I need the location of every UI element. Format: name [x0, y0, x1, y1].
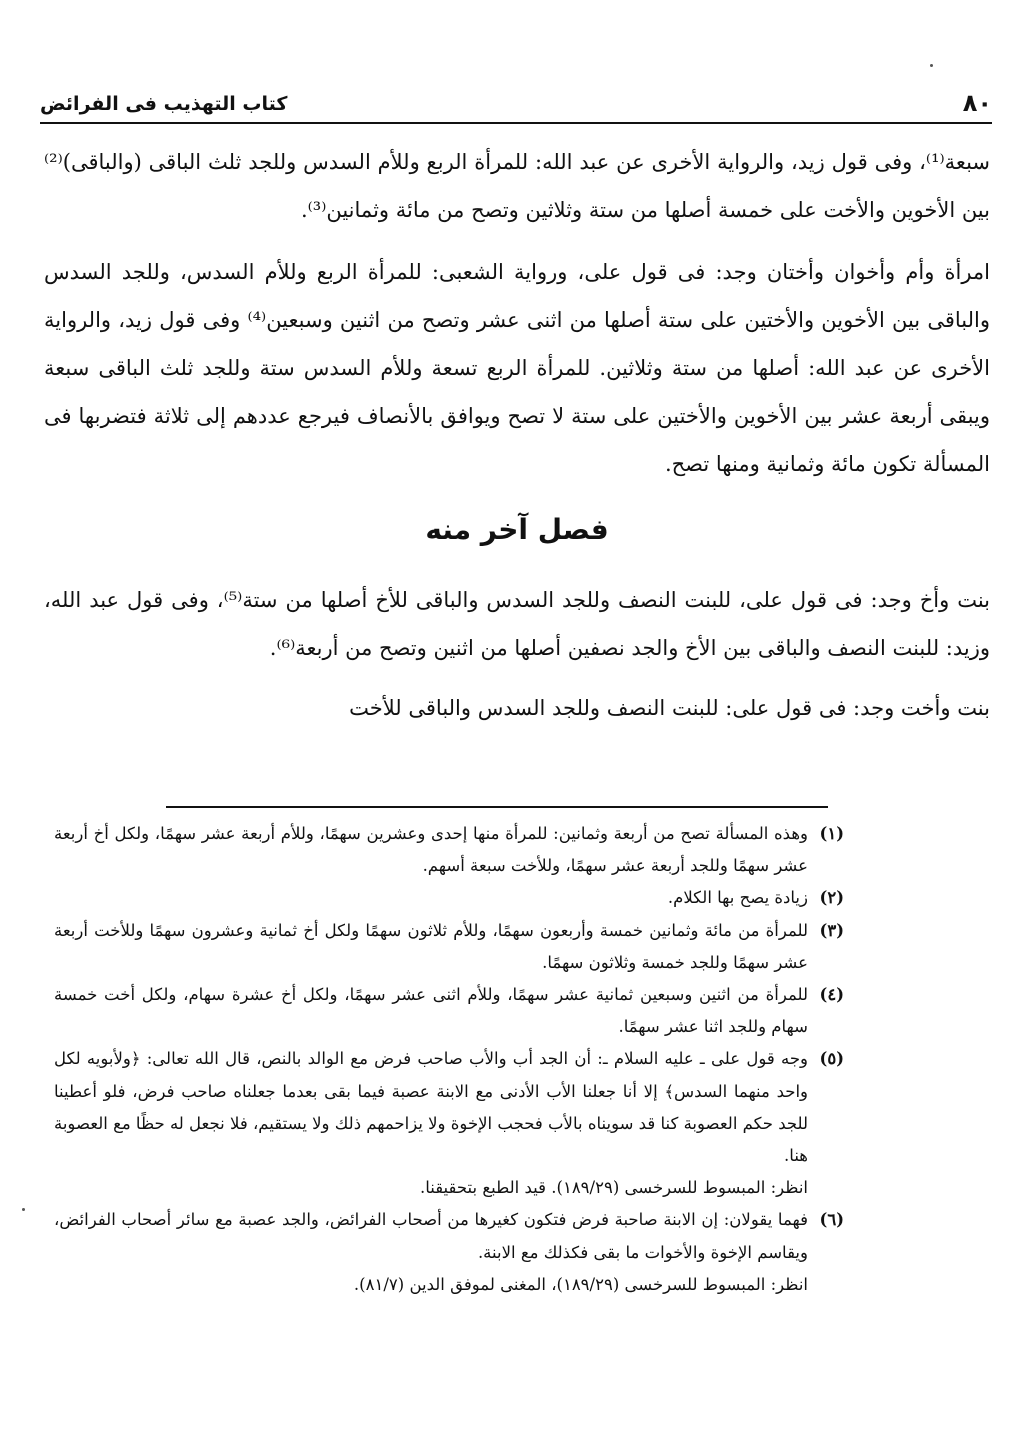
footnote [54, 979, 844, 1043]
footnote [54, 915, 844, 979]
footnote [54, 818, 844, 882]
main-text [44, 138, 990, 732]
body-paragraph: بنت وأخت وجد: فى قول على: للبنت النصف وللجد السدس والباقى للأخت [349, 696, 990, 720]
footnote-number: (٢) [819, 888, 844, 908]
footnote-reference: انظر: المبسوط للسرخسى (١٨٩/٢٩). قيد الطبع بتحقيقنا. [419, 1178, 808, 1198]
footnote-text: للمرأة من مائة وثمانين خمسة وأربعون سهمًا، وللأم ثلاثون سهمًا ولكل أخ ثمانية وعشرون سهمًا وللأخت أربعة عشر سهمًا وللجد خمسة وثلاثون سهمًا. [54, 920, 808, 972]
body-paragraph: سبعة⁽¹⁾، وفى قول زيد، والرواية الأخرى عن عبد الله: للمرأة الربع وللأم السدس وللجد ثلث الباقى (والباقى)⁽²⁾ بين الأخوين والأخت على خمسة أصلها من ستة وثلاثين وتصح من مائة وثمانين⁽³⁾. [44, 150, 990, 222]
footnote [54, 1043, 844, 1204]
footnote-text: فهما يقولان: إن الابنة صاحبة فرض فتكون كغيرها من أصحاب الفرائض، والجد عصبة مع سائر أصحاب الفرائض، ويقاسم الإخوة والأخوات ما بقى فكذلك مع الابنة. [54, 1210, 808, 1262]
book-title: كتاب التهذيب فى الفرائض [40, 93, 288, 115]
page-number: ٨٠ [962, 89, 992, 117]
footnote-number: (٦) [819, 1210, 844, 1230]
footnote-text: للمرأة من اثنين وسبعين ثمانية عشر سهمًا، وللأم اثنى عشر سهمًا، ولكل أخ عشرة سهام، ولكل أخت خمسة سهام وللجد اثنا عشر سهمًا. [54, 985, 808, 1037]
footnote [54, 882, 844, 914]
footnote-text: زيادة يصح بها الكلام. [667, 888, 808, 908]
footnote-number: (١) [819, 824, 844, 843]
scan-speck [930, 64, 933, 67]
scan-speck [22, 1208, 25, 1211]
footnotes [54, 818, 844, 1301]
body-paragraph: امرأة وأم وأخوان وأختان وجد: فى قول على، ورواية الشعبى: للمرأة الربع وللأم السدس، وللجد السدس والباقى بين الأخوين والأختين على ستة أصلها من اثنى عشر وتصح من اثنين وسبعين⁽⁴⁾ وفى قول زيد، والرواية الأخرى عن عبد الله: أصلها من ستة وثلاثين. للمرأة الربع تسعة وللأم السدس ستة وللجد ثلث الباقى سبعة ويبقى أربعة عشر بين الأخوين والأختين على ستة لا تصح ويوافق بالأنصاف فيرجع عددهم إلى ثلاثة فتضربها فى المسألة تكون مائة وثمانية ومنها تصح. [44, 260, 990, 476]
footnote [54, 1204, 844, 1301]
footnote-text: وجه قول على ـ عليه السلام ـ: أن الجد أب والأب صاحب فرض مع الوالد بالنص، قال الله تعالى: ﴿ولأبويه لكل واحد منهما السدس﴾ إلا أنا جعلنا الأب الأدنى مع الابنة عصبة فيما بقى بعدما جعلناه صاحب فرض، فلو أعطينا للجد حكم العصوبة كنا قد سويناه بالأب فحجب الإخوة ولا يزاحمهم ذلك ولا يستقيم، فلا نجعل له حظًا مع العصوبة هنا. [53, 1049, 808, 1166]
footnote-body [54, 1204, 808, 1301]
footnote-text: وهذه المسألة تصح من أربعة وثمانين: للمرأة منها إحدى وعشرين سهمًا، وللأم أربعة عشر سهمًا، ولكل أخ أربعة عشر سهمًا وللجد أربعة عشر سهمًا، وللأخت سبعة أسهم. [54, 824, 808, 876]
footnote-number: (٣) [819, 920, 844, 940]
footnote-separator [166, 806, 828, 808]
footnote-reference: انظر: المبسوط للسرخسى (١٨٩/٢٩)، المغنى لموفق الدين (٨١/٧). [353, 1274, 808, 1294]
body-paragraph: بنت وأخ وجد: فى قول على، للبنت النصف وللجد السدس والباقى للأخ أصلها من ستة⁽⁵⁾، وفى قول عبد الله، وزيد: للبنت النصف والباقى بين الأخ والجد نصفين أصلها من اثنين وتصح من أربعة⁽⁶⁾. [44, 588, 991, 660]
section-heading: فصل آخر منه [425, 513, 609, 546]
footnote-number: (٤) [819, 985, 844, 1005]
footnote-number: (٥) [819, 1049, 844, 1069]
running-header [40, 88, 992, 124]
footnote-body [54, 1043, 808, 1204]
